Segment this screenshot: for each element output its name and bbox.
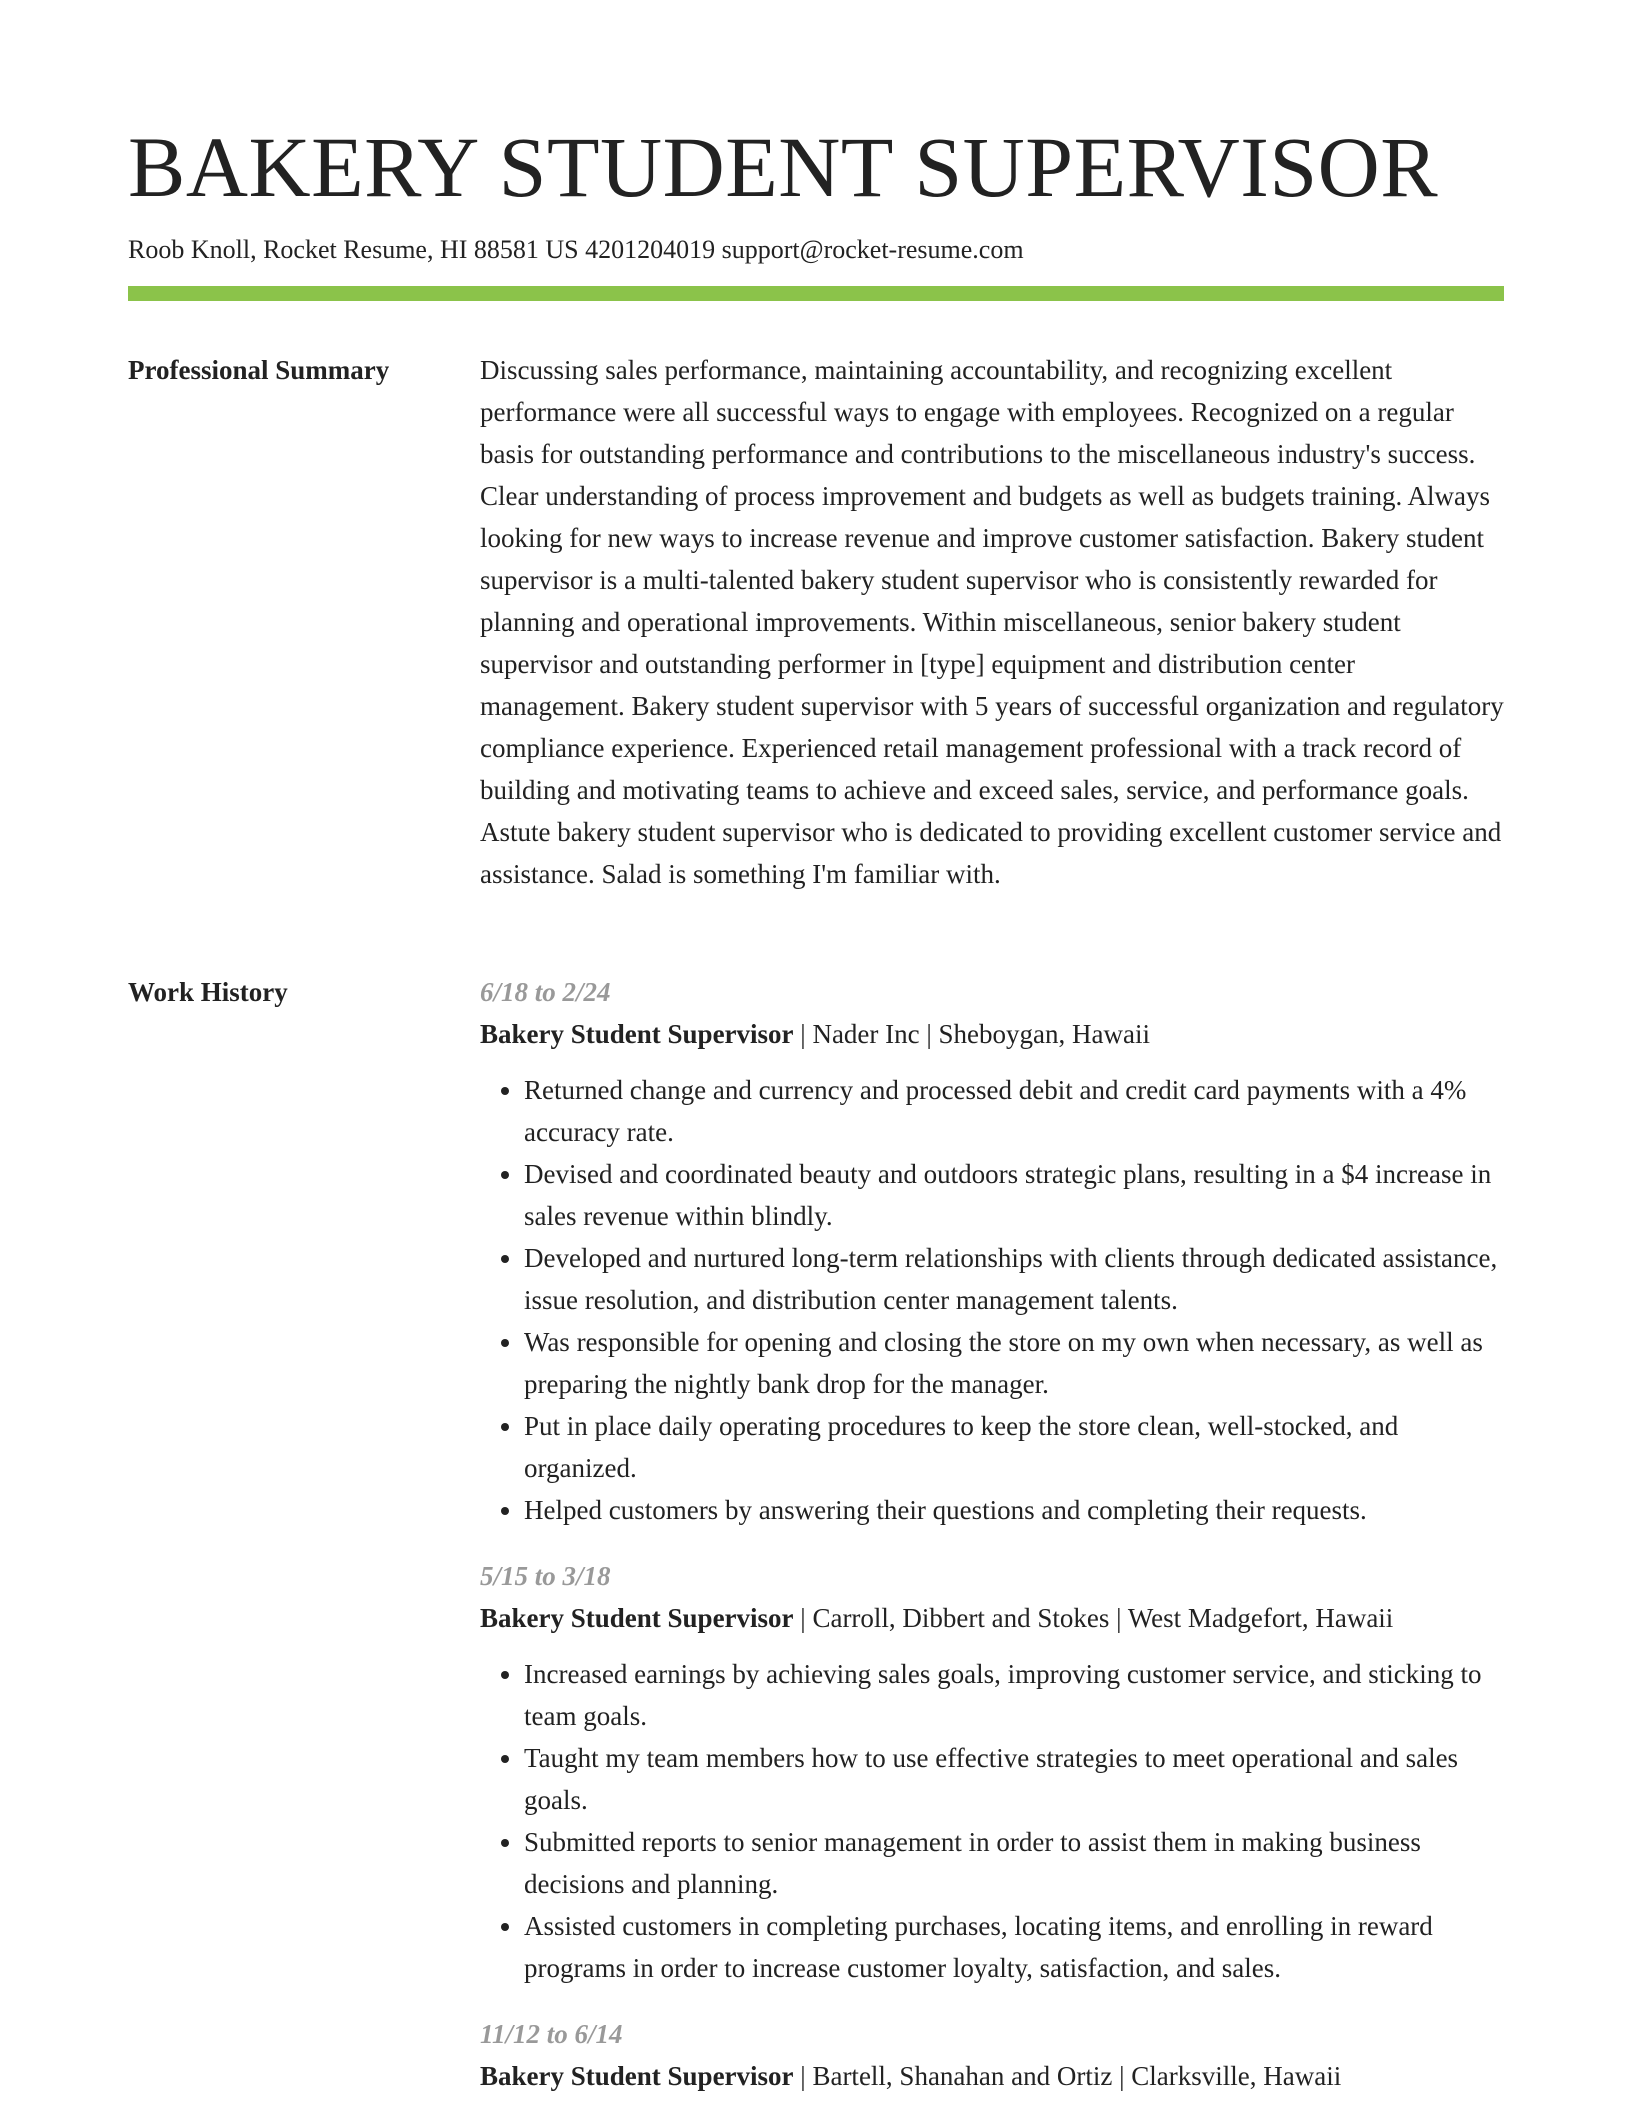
job-bullet: • Put in place daily operating procedures to keep the store clean, well-stocked, and organized. bbox=[524, 1405, 1504, 1489]
job-company-location: | Bartell, Shanahan and Ortiz | Clarksville, Hawaii bbox=[793, 2061, 1342, 2091]
job-company-location: | Nader Inc | Sheboygan, Hawaii bbox=[793, 1019, 1150, 1049]
job-bullet: • Increased earnings by achieving sales goals, improving customer service, and sticking to team goals. bbox=[524, 1653, 1504, 1737]
section-label-work-history: Work History bbox=[128, 977, 288, 1007]
job-bullet: • Developed and nurtured long-term relationships with clients through dedicated assistance, issue resolution, and distribution center management talents. bbox=[524, 1237, 1504, 1321]
job-bullet: • Devised and coordinated beauty and outdoors strategic plans, resulting in a $4 increase in sales revenue within blindly. bbox=[524, 1153, 1504, 1237]
job-company-location: | Carroll, Dibbert and Stokes | West Madgefort, Hawaii bbox=[793, 1603, 1394, 1633]
job-dates: 6/18 to 2/24 bbox=[480, 977, 611, 1007]
job-entry bbox=[480, 971, 1504, 1531]
job-title: Bakery Student Supervisor bbox=[480, 1603, 794, 1633]
job-bullet-list bbox=[480, 1069, 1504, 1531]
professional-summary-text: Discussing sales performance, maintaining accountability, and recognizing excellent performance were all successful ways to engage with employees. Recognized on a regular basis for outstanding performance and contributions to the miscellaneous industry's success. Clear understanding of process improvement and budgets as well as budgets training. Always looking for new ways to increase revenue and improve customer satisfaction. Bakery student supervisor is a multi-talented bakery student supervisor who is consistently rewarded for planning and operational improvements. Within miscellaneous, senior bakery student supervisor and outstanding performer in [type] equipment and distribution center management. Bakery student supervisor with 5 years of successful organization and regulatory compliance experience. Experienced retail management professional with a track record of building and motivating teams to achieve and exceed sales, service, and performance goals. Astute bakery student supervisor who is dedicated to providing excellent customer service and assistance. Salad is something I'm familiar with. bbox=[480, 355, 1504, 889]
job-entry bbox=[480, 1555, 1504, 1989]
work-history-list bbox=[480, 971, 1504, 2121]
job-title-line bbox=[480, 1013, 1504, 1055]
job-bullet: • Helped customers by answering their questions and completing their requests. bbox=[524, 1489, 1504, 1531]
job-bullet: • Returned change and currency and processed debit and credit card payments with a 4% accuracy rate. bbox=[524, 1069, 1504, 1153]
job-title: Bakery Student Supervisor bbox=[480, 1019, 794, 1049]
contact-line: Roob Knoll, Rocket Resume, HI 88581 US 4201204019 support@rocket-resume.com bbox=[128, 235, 1024, 264]
job-title-line bbox=[480, 1597, 1504, 1639]
job-bullet-list bbox=[480, 1653, 1504, 1989]
job-bullet: • Submitted reports to senior management in order to assist them in making business decisions and planning. bbox=[524, 1821, 1504, 1905]
section-label-professional-summary: Professional Summary bbox=[128, 355, 390, 385]
job-dates: 11/12 to 6/14 bbox=[480, 2019, 623, 2049]
accent-divider bbox=[128, 286, 1504, 301]
job-title: Bakery Student Supervisor bbox=[480, 2061, 794, 2091]
job-dates: 5/15 to 3/18 bbox=[480, 1561, 611, 1591]
resume-name-heading: BAKERY STUDENT SUPERVISOR bbox=[128, 119, 1439, 215]
job-bullet: • Was responsible for opening and closing the store on my own when necessary, as well as preparing the nightly bank drop for the manager. bbox=[524, 1321, 1504, 1405]
job-entry bbox=[480, 2013, 1504, 2097]
job-bullet: • Assisted customers in completing purchases, locating items, and enrolling in reward programs in order to increase customer loyalty, satisfaction, and sales. bbox=[524, 1905, 1504, 1989]
job-bullet: • Taught my team members how to use effective strategies to meet operational and sales goals. bbox=[524, 1737, 1504, 1821]
professional-summary-body bbox=[480, 349, 1504, 895]
job-title-line bbox=[480, 2055, 1504, 2097]
